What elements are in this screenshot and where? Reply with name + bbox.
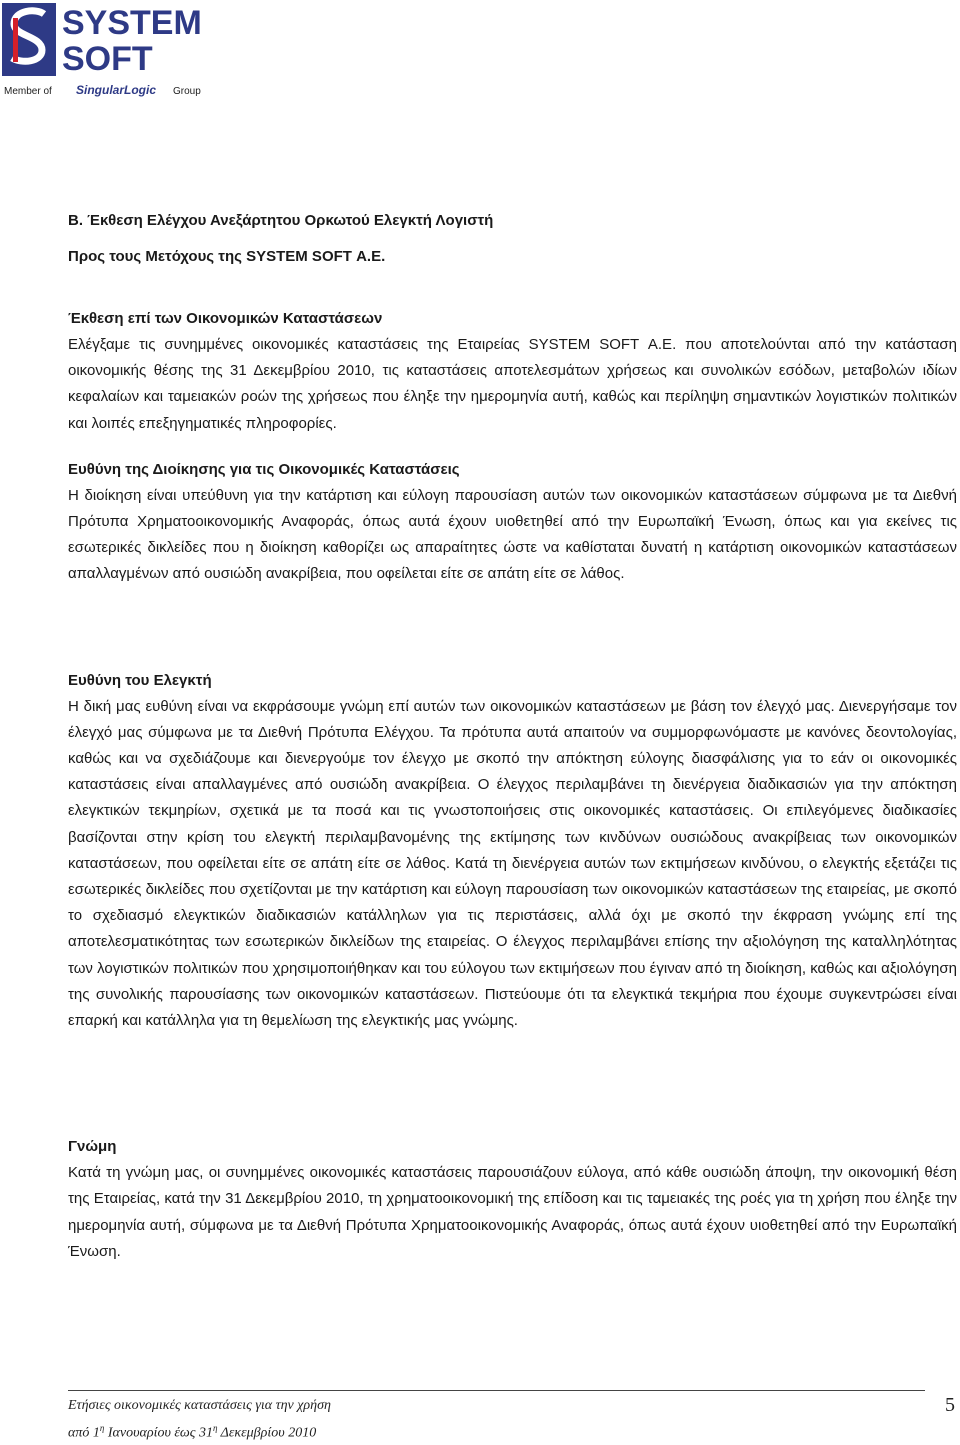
section-text-financial-statements: Ελέγξαμε τις συνημμένες οικονομικές καταστάσεις της Εταιρείας SYSTEM SOFT Α.Ε. που αποτελούνται από την κατάσταση οικονομικής θέσης της 31 Δεκεμβρίου 2010, τις καταστάσεις αποτελεσμάτων χρήσεως και συνολικών εσόδων, μεταβολών ιδίων κεφαλαίων και ταμειακών ροών της χρήσεως που έληξε την ημερομηνία αυτή, καθώς και περίληψη σημαντικών λογιστικών πολιτικών και λοιπές επεξηγηματικές πληροφορίες. — [68, 336, 957, 432]
system-soft-logo-graphic — [0, 0, 215, 100]
logo-line-soft: SOFT — [62, 40, 153, 78]
footer-superscript-2: η — [212, 1423, 218, 1433]
footer-line-1: Ετήσιες οικονομικές καταστάσεις για την χρήση — [68, 1398, 331, 1413]
report-addressee: Προς τους Μετόχους της SYSTEM SOFT Α.Ε. — [68, 248, 386, 265]
footer-line-2-middle: Ιανουαρίου έως 31 — [104, 1425, 213, 1441]
section-heading-financial-statements: Έκθεση επί των Οικονομικών Καταστάσεων — [68, 310, 383, 327]
document-body — [68, 208, 957, 1265]
footer-line-2-end: Δεκεμβρίου 2010 — [217, 1425, 317, 1441]
section-heading-auditor-responsibility: Ευθύνη του Ελεγκτή — [68, 671, 212, 689]
footer-line-2 — [68, 1417, 331, 1445]
page-number: 5 — [945, 1394, 955, 1416]
section-text-auditor-responsibility: Η δική μας ευθύνη είναι να εκφράσουμε γνώμη επί αυτών των οικονομικών καταστάσεων με βάση τον έλεγχό μας. Διενεργήσαμε τον έλεγχό μας σύμφωνα με τα Διεθνή Πρότυπα Ελέγχου. Τα πρότυπα αυτά απαιτούν να συμμορφωνόμαστε με κανόνες δεοντολογίας, καθώς και να σχεδιάζουμε και διενεργούμε τον έλεγχο με σκοπό την απόκτηση εύλογης διασφάλισης για το εάν οι οικονομικές καταστάσεις είναι απαλλαγμένες από ουσιώδη ανακρίβεια. Ο έλεγχος περιλαμβάνει τη διενέργεια διαδικασιών για την απόκτηση ελεγκτικών τεκμηρίων, σχετικά με τα ποσά και τις γνωστοποιήσεις στις οικονομικές καταστάσεις. Οι επιλεγόμενες διαδικασίες βασίζονται στην κρίση του ελεγκτή περιλαμβανομένης της εκτίμησης των κινδύνων ουσιώδους ανακρίβειας των οικονομικών καταστάσεων, που οφείλεται είτε σε απάτη είτε σε λάθος. Κατά τη διενέργεια αυτών των εκτιμήσεων κινδύνου, ο ελεγκτής εξετάζει τις εσωτερικές δικλείδες που σχετίζονται με την κατάρτιση και εύλογη παρουσίαση των οικονομικών καταστάσεων της εταιρείας, με σκοπό το σχεδιασμό ελεγκτικών διαδικασιών κατάλληλων για τις περιστάσεις, αλλά όχι με σκοπό την έκφραση γνώμης επί της αποτελεσματικότητας των εσωτερικών δικλείδων της εταιρείας. Ο έλεγχος περιλαμβάνει επίσης την αξιολόγηση της καταλληλότητας των λογιστικών πολιτικών που χρησιμοποιήθηκαν και του εύλογου των εκτιμήσεων που έγιναν από τη διοίκηση, καθώς και αξιολόγηση της συνολικής παρουσίασης των οικονομικών καταστάσεων. Πιστεύουμε ότι τα ελεγκτικά τεκμήρια που έχουμε συγκεντρώσει είναι επαρκή και κατάλληλα για τη θεμελίωση της ελεγκτικής μας γνώμης. — [68, 697, 957, 1030]
logo-line-system: SYSTEM — [62, 4, 202, 42]
section-text-opinion: Κατά τη γνώμη μας, οι συνημμένες οικονομικές καταστάσεις παρουσιάζουν εύλογα, από κάθε ουσιώδη άποψη, την οικονομική θέση της Εταιρείας, κατά την 31 Δεκεμβρίου 2010, τη χρηματοοικονομική της επίδοση και τις ταμειακές της ροές για τη χρήση που έληξε την ημερομηνία αυτή, σύμφωνα με τα Διεθνή Πρότυπα Χρηματοοικονομικής Αναφοράς, όπως αυτά έχουν υιοθετηθεί από την Ευρωπαϊκή Ένωση. — [68, 1164, 957, 1260]
footer-caption — [68, 1395, 331, 1445]
company-logo — [0, 0, 215, 100]
section-heading-management-responsibility: Ευθύνη της Διοίκησης για τις Οικονομικές Καταστάσεις — [68, 460, 460, 478]
footer-superscript-1: η — [99, 1423, 105, 1433]
footer-line-2-start: από 1 — [68, 1425, 100, 1441]
logo-member-prefix: Member of — [4, 86, 52, 97]
logo-member-suffix: Group — [173, 86, 201, 97]
section-heading-opinion: Γνώμη — [68, 1138, 117, 1156]
report-title: Β. Έκθεση Ελέγχου Ανεξάρτητου Ορκωτού Ελεγκτή Λογιστή — [68, 212, 494, 229]
section-text-management-responsibility: Η διοίκηση είναι υπεύθυνη για την κατάρτιση και εύλογη παρουσίαση αυτών των οικονομικών καταστάσεων σύμφωνα με τα Διεθνή Πρότυπα Χρηματοοικονομικής Αναφοράς, όπως αυτά έχουν υιοθετηθεί από την Ευρωπαϊκή Ένωση, όπως και για εκείνες τις εσωτερικές δικλείδες που η διοίκηση καθορίζει ως απαραίτητες ώστε να καθίσταται δυνατή η κατάρτιση οικονομικών καταστάσεων απαλλαγμένων από ουσιώδη ανακρίβεια, που οφείλεται είτε σε απάτη είτε σε λάθος. — [68, 486, 957, 583]
logo-member-brand: SingularLogic — [76, 83, 157, 97]
footer-divider — [68, 1390, 925, 1391]
